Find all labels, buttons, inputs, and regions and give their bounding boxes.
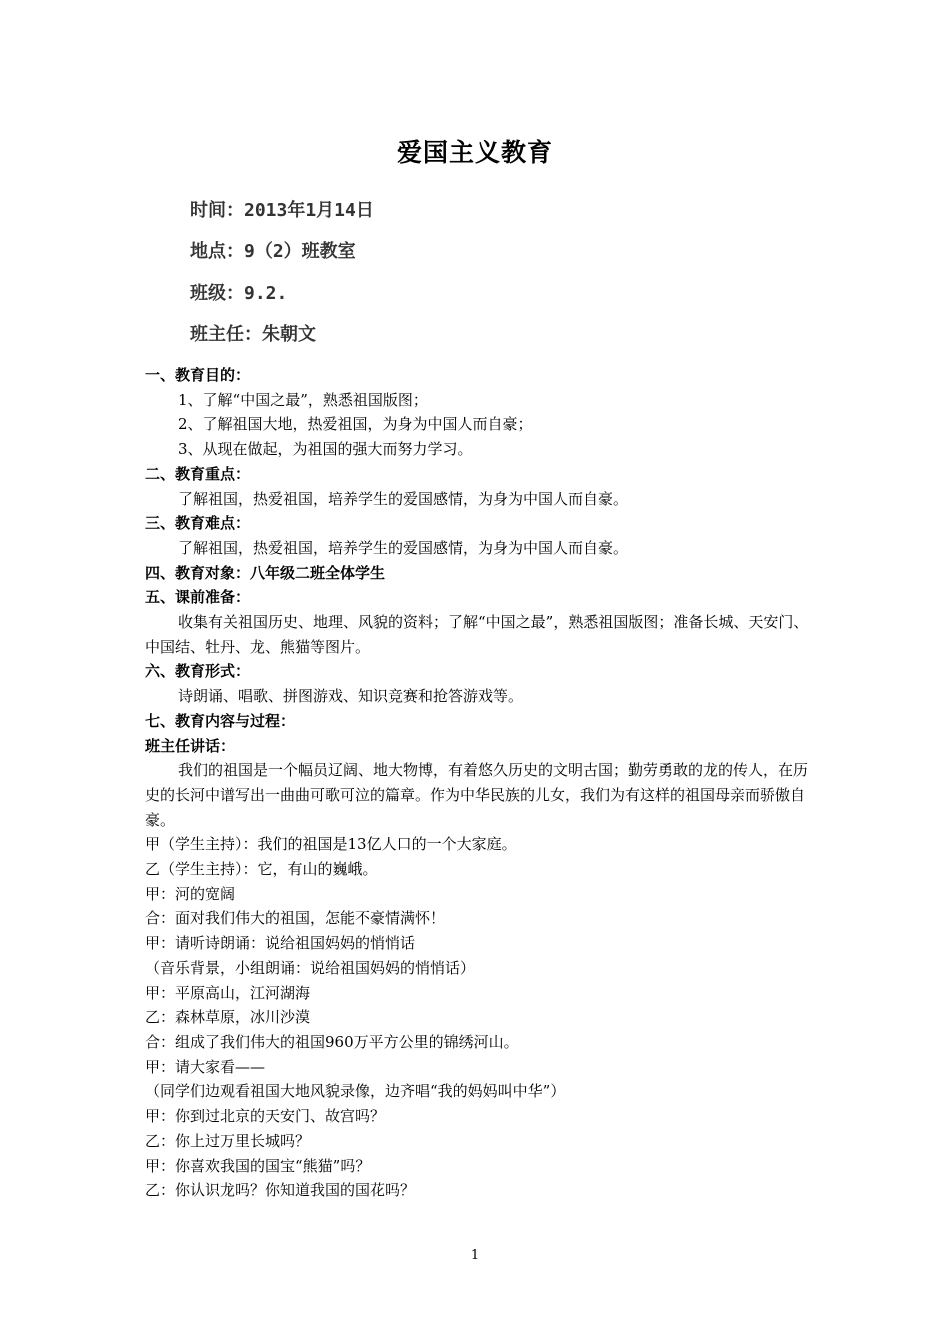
goal-item: 2、了解祖国大地，热爱祖国，为身为中国人而自豪；: [178, 415, 533, 434]
dialogue-line: （同学们边观看祖国大地风貌录像，边齐唱“我的妈妈叫中华”）: [145, 1082, 566, 1101]
dialogue-line: 甲：请大家看——: [145, 1057, 266, 1076]
dialogue-line: 乙（学生主持）：它，有山的巍峨。: [145, 860, 378, 879]
dialogue-line: （音乐背景，小组朗诵：说给祖国妈妈的悄悄话）: [145, 958, 476, 977]
goal-item: 1、了解“中国之最”，熟悉祖国版图；: [178, 390, 428, 409]
dialogue-line: 乙：你认识龙吗？你知道我国的国花吗？: [145, 1181, 416, 1200]
section-text-preparation: 收集有关祖国历史、地理、风貌的资料；了解“中国之最”，熟悉祖国版图；准备长城、天安门、中国结、牡丹、龙、熊猫等图片。: [145, 613, 809, 656]
section-text-focus: 了解祖国，热爱祖国，培养学生的爱国感情，为身为中国人而自豪。: [178, 489, 629, 508]
section-heading-focus: 二、教育重点：: [145, 464, 251, 483]
goal-item: 3、从现在做起，为祖国的强大而努力学习。: [178, 440, 473, 459]
dialogue-line: 甲：河的宽阔: [145, 884, 236, 903]
dialogue-line: 乙：森林草原，冰川沙漠: [145, 1008, 311, 1027]
dialogue-line: 合：组成了我们伟大的祖国960万平方公里的锦绣河山。: [145, 1032, 519, 1051]
meta-class: 班级：9.2.: [190, 283, 288, 304]
dialogue-line: 甲：你喜欢我国的国宝“熊猫”吗？: [145, 1156, 371, 1175]
meta-time: 时间：2013年1月14日: [190, 200, 374, 221]
document-title: 爱国主义教育: [396, 138, 553, 167]
document-body: [145, 363, 810, 1203]
meta-teacher: 班主任：朱朝文: [190, 324, 316, 345]
dialogue-line: 合：面对我们伟大的祖国，怎能不豪情满怀！: [145, 909, 446, 928]
section-heading-preparation: 五、课前准备：: [145, 588, 251, 607]
section-heading-format: 六、教育形式：: [145, 662, 251, 681]
page-number: 1: [470, 1248, 480, 1263]
speech-text: 我们的祖国是一个幅员辽阔、地大物博，有着悠久历史的文明古国；勤劳勇敢的龙的传人，在历史的长河中谱写出一曲曲可歌可泣的篇章。作为中华民族的儿女，我们为有这样的祖国母亲而骄傲自豪。: [145, 761, 809, 829]
section-heading-process: 七、教育内容与过程：: [145, 711, 296, 730]
speech-heading: 班主任讲话：: [145, 736, 236, 755]
section-text-format: 诗朗诵、唱歌、拼图游戏、知识竞赛和抢答游戏等。: [178, 687, 524, 706]
dialogue-line: 甲：请听诗朗诵：说给祖国妈妈的悄悄话: [145, 934, 416, 953]
dialogue-line: 甲：你到过北京的天安门、故宫吗？: [145, 1107, 386, 1126]
dialogue-line: 乙：你上过万里长城吗？: [145, 1131, 311, 1150]
dialogue-line: 甲（学生主持）：我们的祖国是13亿人口的一个大家庭。: [145, 835, 517, 854]
section-heading-goals: 一、教育目的：: [145, 366, 251, 384]
section-heading-difficulty: 三、教育难点：: [145, 514, 251, 533]
section-text-difficulty: 了解祖国，热爱祖国，培养学生的爱国感情，为身为中国人而自豪。: [178, 538, 629, 557]
meta-place: 地点：9（2）班教室: [190, 241, 356, 262]
dialogue-line: 甲：平原高山，江河湖海: [145, 983, 311, 1002]
section-heading-audience: 四、教育对象：八年级二班全体学生: [145, 563, 386, 582]
